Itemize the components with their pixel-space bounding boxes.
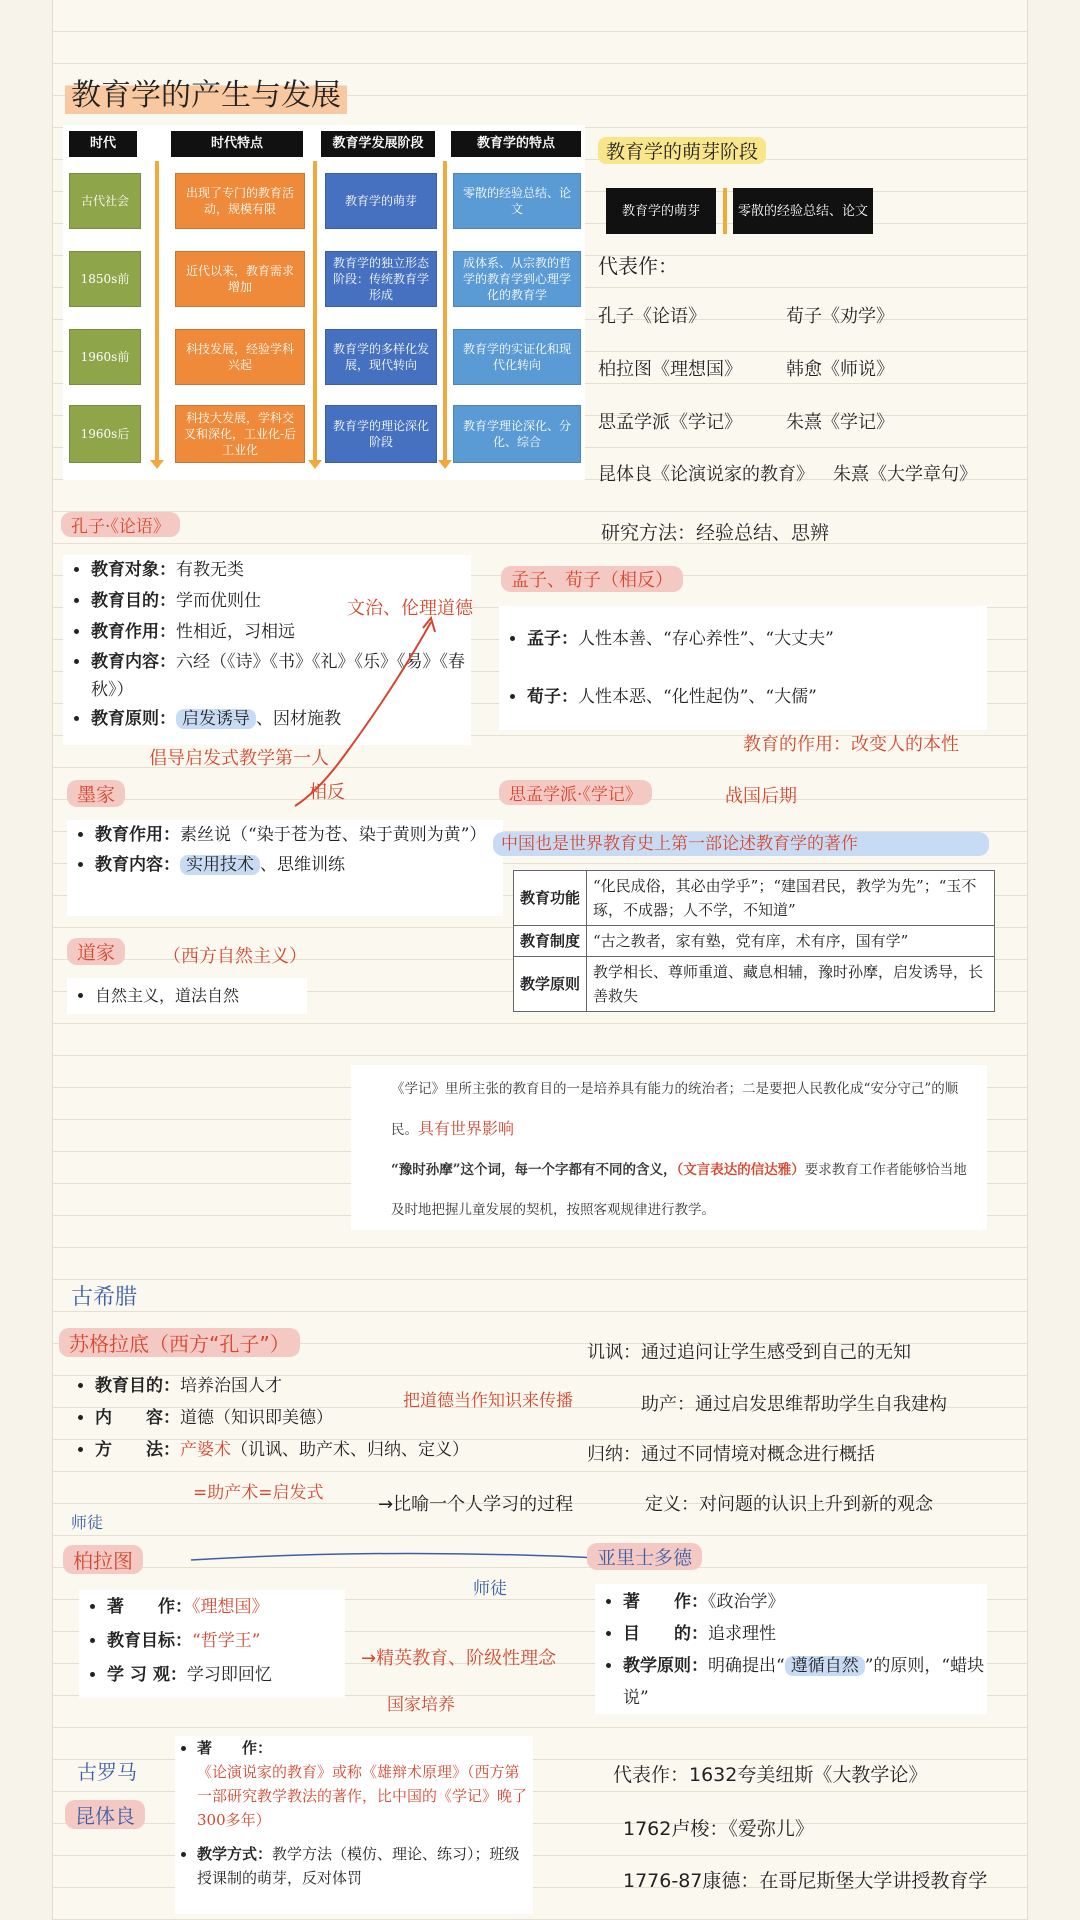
history-table [63, 125, 585, 480]
list-item: • 教育目的：学而优则仕 [91, 586, 471, 617]
mengxun-card [499, 606, 987, 730]
annotation: 国家培养 [387, 1695, 455, 1715]
xueji-table-wrap [513, 870, 995, 1012]
timeline-arrow [443, 161, 447, 461]
list-item: • 教学原则：明确提出“ 遵循自然 ”的原则，“蜡块说” [623, 1650, 987, 1714]
annotation: 倡导启发式教学第一人 [149, 748, 329, 769]
sprout-box: 教育学的萌芽 [606, 188, 716, 234]
table-row [514, 957, 995, 1012]
rep-work: 柏拉图《理想国》 [598, 359, 742, 380]
xueji-quote [351, 1065, 987, 1230]
socratic-step: 归纳：通过不同情境对概念进行概括 [587, 1444, 875, 1465]
mengxun-heading: 孟子、荀子（相反） [501, 566, 683, 592]
rep-work: 代表作：1632夸美纽斯《大教学论》 [613, 1764, 928, 1786]
table-cell: 教育学理论深化、分化、综合 [453, 405, 581, 463]
annotation: （西方自然主义） [163, 946, 307, 967]
list-item: • 教育内容： 实用技术 、思维训练 [95, 850, 503, 880]
table-row [514, 926, 995, 957]
list-item: • 教育作用：素丝说（“染于苍为苍、染于黄则为黄”） [95, 820, 503, 850]
greece-heading: 古希腊 [71, 1285, 138, 1310]
page-title: 教育学的产生与发展 [65, 70, 347, 114]
annotation: 教育的作用：改变人的本性 [743, 734, 959, 755]
list-item: • 教育目标：“哲学王” [107, 1624, 345, 1658]
list-item: • 方 法：产婆术（讥讽、助产术、归纳、定义） [95, 1434, 537, 1466]
rep-work: 思孟学派《学记》 [598, 412, 742, 433]
rep-work: 荀子《劝学》 [786, 306, 894, 327]
table-cell: 1850s前 [69, 251, 141, 307]
socrates-heading: 苏格拉底（西方“孔子”） [59, 1328, 300, 1357]
daoist-card [67, 978, 307, 1014]
table-cell: 教育学的萌芽 [325, 173, 437, 229]
list-item: • 教育目的：培养治国人才 [95, 1370, 537, 1402]
representative-works-label: 代表作： [598, 254, 678, 278]
table-cell: 成体系、从宗教的哲学的教育学到心理学化的教育学 [453, 251, 581, 307]
annotation: 战国后期 [725, 786, 797, 807]
annotation: 师徒 [473, 1579, 507, 1599]
quintilian-card [175, 1736, 533, 1914]
notebook-page [52, 0, 1028, 1920]
table-header: 教育学的特点 [451, 131, 581, 157]
annotation: 师徒 [71, 1513, 104, 1532]
list-item: • 教育内容：六经（《诗》《书》《礼》《乐》《易》《春秋》） [91, 648, 471, 704]
rep-work: 朱熹《学记》 [786, 412, 894, 433]
list-item: • 教学方式：教学方法（模仿、理论、练习）；班级授课制的萌芽，反对体罚 [197, 1842, 533, 1890]
table-cell: 出现了专门的教育活动，规模有限 [175, 173, 305, 229]
divider [723, 188, 727, 234]
sprout-box: 零散的经验总结、论文 [733, 188, 873, 234]
list-item: • 自然主义，道法自然 [95, 978, 307, 1014]
list-item: • 著 作：《政治学》 [623, 1586, 987, 1618]
table-cell: 教育学的理论深化阶段 [325, 405, 437, 463]
table-header: 时代特点 [171, 131, 303, 157]
rep-work: 朱熹《大学章句》 [833, 464, 977, 485]
table-cell: 零散的经验总结、论文 [453, 173, 581, 229]
table-cell: 教学原则 [514, 957, 587, 1012]
annotation: 具有世界影响 [418, 1119, 515, 1138]
rep-work: 孔子《论语》 [598, 306, 706, 327]
research-method: 研究方法：经验总结、思辨 [601, 522, 830, 544]
table-cell: 古代社会 [69, 173, 141, 229]
xueji-heading: 思孟学派·《学记》 [499, 780, 652, 805]
quintilian-heading: 昆体良 [65, 1800, 145, 1829]
table-cell: 1960s后 [69, 405, 141, 463]
list-item: • 著 作：《论演说家的教育》或称《雄辩术原理》（西方第一部研究教学教法的著作，比中国的《学记》晚了300多年） [197, 1736, 533, 1832]
mozi-heading: 墨家 [67, 780, 125, 807]
table-cell: 教育学的多样化发展，现代转向 [325, 329, 437, 385]
xueji-table [513, 870, 995, 1012]
sprout-heading: 教育学的萌芽阶段 [598, 137, 766, 164]
list-item: • 教育作用：性相近，习相远 [91, 617, 471, 648]
annotation-arrow [253, 610, 453, 810]
table-row [514, 871, 995, 926]
list-item: • 教育对象：有教无类 [91, 555, 471, 586]
rep-work: 韩愈《师说》 [786, 359, 894, 380]
list-item: • 教育原则： 启发诱导 、因材施教 [91, 704, 471, 735]
xueji-banner: 中国也是世界教育史上第一部论述教育学的著作 [493, 832, 989, 856]
table-cell: 教学相长、尊师重道、藏息相辅，豫时孙摩，启发诱导，长善救失 [587, 957, 995, 1012]
table-cell: 教育学的独立形态阶段：传统教育学形成 [325, 251, 437, 307]
table-header: 时代 [69, 131, 137, 157]
list-item: • 孟子：人性本善、“存心养性”、“大丈夫” [527, 610, 987, 668]
list-item: • 内 容：道德（知识即美德） [95, 1402, 537, 1434]
annotation: →精英教育、阶级性理念 [361, 1648, 557, 1669]
connector-arrow [189, 1548, 609, 1568]
list-item: • 学 习 观：学习即回忆 [107, 1658, 345, 1692]
table-cell: 科技大发展，学科交叉和深化，工业化-后工业化 [175, 405, 305, 463]
socratic-step: 讥讽：通过追问让学生感受到自己的无知 [587, 1342, 911, 1363]
quote-paragraph: 《学记》里所主张的教育目的一是培养具有能力的统治者；二是要把人民教化成“安分守己”的顺民。具有世界影响 [391, 1081, 959, 1138]
list-item: • 荀子：人性本恶、“化性起伪”、“大儒” [527, 668, 987, 726]
annotation: 把道德当作知识来传播 [403, 1391, 573, 1411]
table-cell: 1960s前 [69, 329, 141, 385]
table-cell: “化民成俗，其必由学乎”；“建国君民，教学为先”；“玉不琢，不成器；人不学，不知道” [587, 871, 995, 926]
table-cell: 教育功能 [514, 871, 587, 926]
rome-heading: 古罗马 [77, 1760, 137, 1784]
table-cell: “古之教者，家有塾，党有庠，术有序，国有学” [587, 926, 995, 957]
annotation: 相反 [309, 782, 345, 803]
aristotle-card [595, 1584, 987, 1714]
list-item: • 目 的：追求理性 [623, 1618, 987, 1650]
plato-heading: 柏拉图 [63, 1545, 143, 1574]
aristotle-heading: 亚里士多德 [587, 1543, 702, 1570]
socratic-step: 助产：通过启发思维帮助学生自我建构 [641, 1394, 947, 1415]
plato-card [79, 1590, 345, 1698]
annotation: 文治、伦理道德 [347, 598, 473, 619]
confucius-heading: 孔子·《论语》 [61, 512, 180, 537]
table-cell: 科技发展，经验学科兴起 [175, 329, 305, 385]
table-cell: 教育学的实证化和现代化转向 [453, 329, 581, 385]
timeline-arrow [155, 161, 159, 461]
annotation: →比喻一个人学习的过程 [378, 1494, 574, 1515]
rep-work: 1776-87康德：在哥尼斯堡大学讲授教育学 [623, 1870, 988, 1892]
list-item: • 著 作：《理想国》 [107, 1590, 345, 1624]
rep-work: 1762卢梭：《爱弥儿》 [623, 1818, 814, 1840]
socratic-step: 定义：对问题的认识上升到新的观念 [645, 1494, 933, 1515]
mozi-card [67, 820, 503, 916]
annotation: =助产术=启发式 [193, 1483, 324, 1503]
table-header: 教育学发展阶段 [321, 131, 435, 157]
timeline-arrow [313, 161, 317, 461]
table-cell: 教育制度 [514, 926, 587, 957]
rep-work: 昆体良《论演说家的教育》 [598, 464, 814, 485]
table-cell: 近代以来，教育需求增加 [175, 251, 305, 307]
daoist-heading: 道家 [67, 938, 125, 965]
quote-paragraph: “豫时孙摩”这个词，每一个字都有不同的含义，（文言表达的信达雅）要求教育工作者能够恰当地及时地把握儿童发展的契机，按照客观规律进行教学。 [391, 1162, 967, 1218]
